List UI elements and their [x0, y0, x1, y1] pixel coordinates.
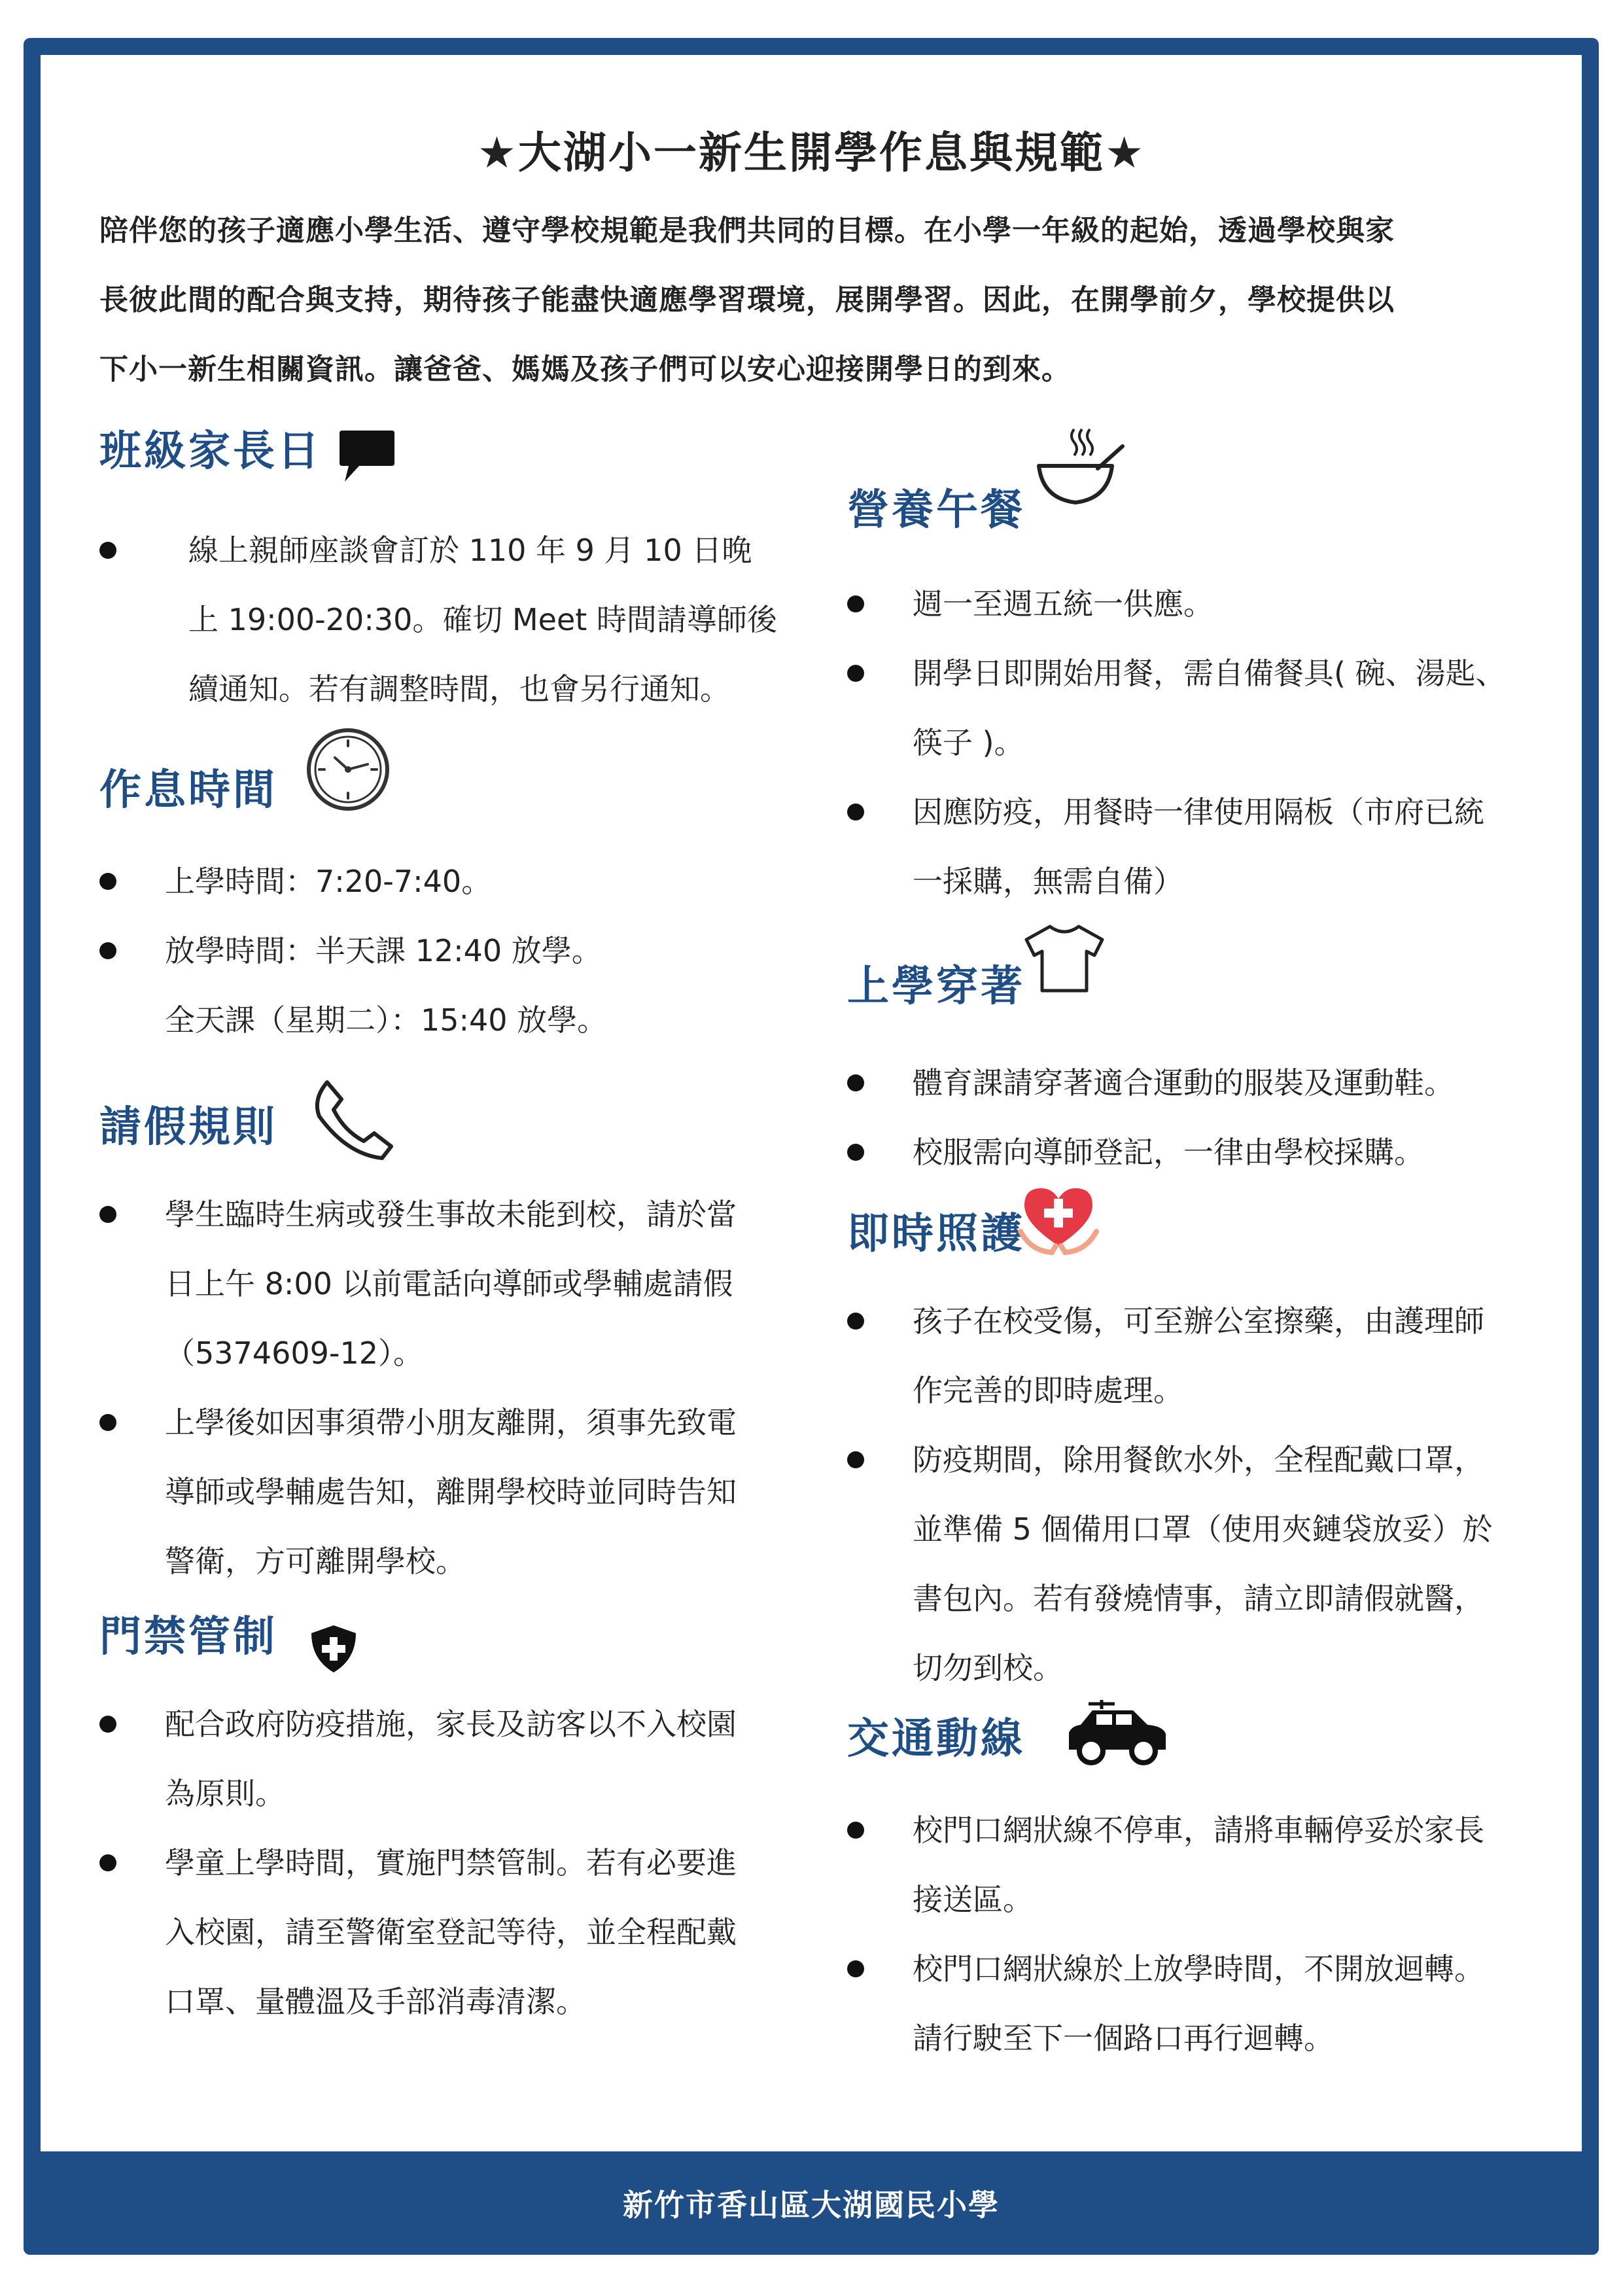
list-item: 一採購，無需自備） — [913, 864, 1183, 899]
list-item: 上學後如因事須帶小朋友離開，須事先致電 — [99, 1388, 819, 1457]
speech-bubble-icon — [337, 427, 397, 487]
list-item: 全天課（星期二）：15:40 放學。 — [165, 1002, 608, 1038]
list-item: （5374609-12）。 — [165, 1335, 423, 1371]
list-item: 入校園，請至警衛室登記等待，並全程配戴 — [165, 1915, 737, 1950]
list-item: 口罩、量體溫及手部消毒清潔。 — [165, 1984, 586, 2019]
page-title: ★大湖小一新生開學作息與規範★ — [477, 128, 1146, 178]
tshirt-icon — [1024, 923, 1106, 995]
section-heading: 班級家長日 — [99, 427, 322, 476]
list-item: 校門口網狀線於上放學時間，不開放迴轉。 — [847, 1934, 1567, 2004]
list-item: 開學日即開始用餐，需自備餐具( 碗、湯匙、 — [847, 639, 1567, 708]
shield-icon — [307, 1623, 360, 1675]
heart-cross-icon — [1018, 1183, 1099, 1256]
section-access — [99, 1611, 819, 2036]
section-care — [847, 1208, 1567, 1703]
section-heading: 上學穿著 — [847, 963, 1025, 1011]
list-item: 並準備 5 個備用口罩（使用夾鏈袋放妥）於 — [913, 1511, 1493, 1547]
list-item: 校門口網狀線不停車，請將車輛停妥於家長 — [847, 1795, 1567, 1865]
list-item: 校服需向導師登記，一律由學校採購。 — [847, 1118, 1567, 1187]
list-item: 防疫期間，除用餐飲水外，全程配戴口罩， — [847, 1425, 1567, 1494]
section-lunch — [847, 484, 1567, 916]
intro-line: 下小一新生相關資訊。讓爸爸、媽媽及孩子們可以安心迎接開學日的到來。 — [99, 353, 1071, 386]
list-item: 孩子在校受傷，可至辦公室擦藥，由護理師 — [847, 1286, 1567, 1356]
list-item: 接送區。 — [913, 1882, 1033, 1917]
section-leave — [99, 1101, 819, 1596]
list-item: 配合政府防疫措施，家長及訪客以不入校園 — [99, 1689, 819, 1759]
list-item: 線上親師座談會訂於 110 年 9 月 10 日晚 — [99, 516, 819, 585]
list-item: 日上午 8:00 以前電話向導師或學輔處請假 — [165, 1266, 733, 1301]
list-item: 導師或學輔處告知，離開學校時並同時告知 — [165, 1474, 737, 1510]
list-item: 請行駛至下一個路口再行迴轉。 — [913, 2021, 1334, 2056]
list-item: 續通知。若有調整時間，也會另行通知。 — [188, 671, 730, 707]
section-heading: 作息時間 — [99, 766, 277, 815]
car-icon — [1065, 1693, 1170, 1772]
list-item: 警衛，方可離開學校。 — [165, 1544, 466, 1579]
list-item: 放學時間：半天課 12:40 放學。 — [99, 916, 819, 985]
list-item: 學生臨時生病或發生事故未能到校，請於當 — [99, 1180, 819, 1249]
phone-icon — [307, 1073, 399, 1165]
section-heading: 營養午餐 — [847, 486, 1025, 535]
clock-icon — [305, 726, 391, 813]
list-item: 書包內。若有發燒情事，請立即請假就醫， — [913, 1581, 1484, 1616]
list-item: 學童上學時間，實施門禁管制。若有必要進 — [99, 1828, 819, 1898]
footer-school-name: 新竹市香山區大湖國民小學 — [623, 2187, 1000, 2223]
list-item: 體育課請穿著適合運動的服裝及運動鞋。 — [847, 1048, 1567, 1118]
list-item: 週一至週五統一供應。 — [847, 569, 1567, 639]
intro-line: 陪伴您的孩子適應小學生活、遵守學校規範是我們共同的目標。在小學一年級的起始，透過學校與家 — [99, 214, 1395, 247]
section-heading: 交通動線 — [847, 1715, 1025, 1763]
section-schedule — [99, 764, 819, 1055]
list-item: 為原則。 — [165, 1776, 285, 1811]
list-item: 切勿到校。 — [913, 1650, 1063, 1686]
section-parents-day — [99, 425, 819, 724]
list-item: 上學時間：7:20-7:40。 — [99, 847, 819, 916]
section-heading: 門禁管制 — [99, 1613, 277, 1661]
bowl-icon — [1035, 425, 1126, 510]
list-item: 作完善的即時處理。 — [913, 1373, 1183, 1408]
section-heading: 請假規則 — [99, 1103, 277, 1152]
list-item: 上 19:00-20:30。確切 Meet 時間請導師後 — [188, 602, 777, 637]
intro-paragraph — [99, 196, 1539, 404]
section-heading: 即時照護 — [847, 1210, 1025, 1258]
list-item: 因應防疫，用餐時一律使用隔板（市府已統 — [847, 777, 1567, 847]
section-attire — [847, 961, 1567, 1187]
intro-line: 長彼此間的配合與支持，期待孩子能盡快適應學習環境，展開學習。因此，在開學前夕，學校提供以 — [99, 283, 1395, 317]
section-traffic — [847, 1713, 1567, 2073]
page-footer — [24, 2151, 1599, 2255]
list-item: 筷子 )。 — [913, 725, 1024, 760]
